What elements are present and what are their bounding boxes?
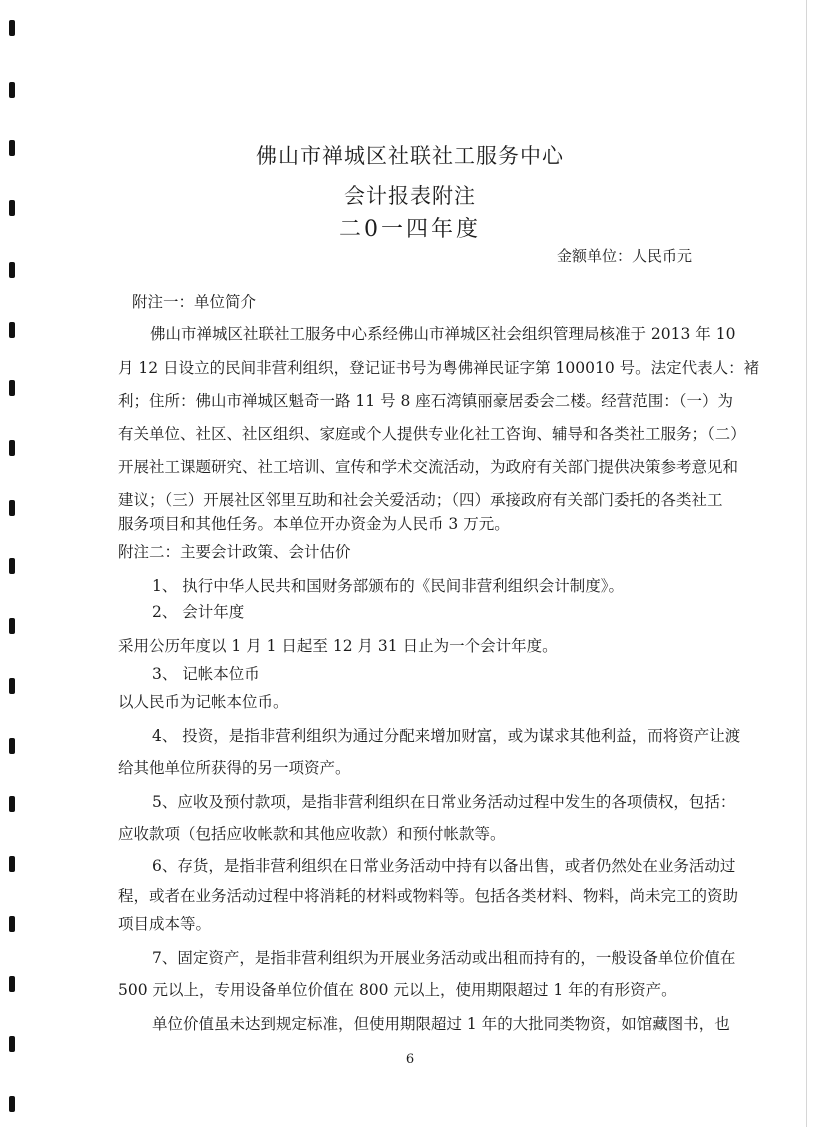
section2-heading: 附注二：主要会计政策、会计估价 bbox=[118, 543, 351, 561]
doc-title: 会计报表附注 bbox=[344, 184, 476, 208]
paragraph-line: 有关单位、社区、社区组织、家庭或个人提供专业化社工咨询、辅导和各类社工服务；（二） bbox=[118, 425, 746, 443]
paragraph-line: 开展社工课题研究、社工培训、宣传和学术交流活动，为政府有关部门提供决策参考意见和 bbox=[118, 458, 739, 476]
policy-item: 应收款项（包括应收帐款和其他应收款）和预付帐款等。 bbox=[118, 825, 506, 843]
policy-item: 5、应收及预付款项，是指非营利组织在日常业务活动过程中发生的各项债权，包括： bbox=[152, 793, 736, 811]
policy-item: 采用公历年度以 1 月 1 日起至 12 月 31 日止为一个会计年度。 bbox=[118, 637, 558, 655]
paragraph-line: 佛山市禅城区社联社工服务中心系经佛山市禅城区社会组织管理局核准于 2013 年 10 bbox=[150, 325, 736, 343]
paragraph-line: 月 12 日设立的民间非营利组织，登记证书号为粤佛禅民证字第 100010 号。法定代表人：褚 bbox=[118, 359, 760, 377]
policy-item: 项目成本等。 bbox=[118, 915, 212, 933]
paragraph-line: 建议；（三）开展社区邻里互助和社会关爱活动；（四）承接政府有关部门委托的各类社工 bbox=[118, 491, 723, 509]
policy-item: 给其他单位所获得的另一项资产。 bbox=[118, 759, 351, 777]
policy-item: 3、 记帐本位币 bbox=[152, 665, 260, 683]
policy-item: 500 元以上，专用设备单位价值在 800 元以上，使用期限超过 1 年的有形资产。 bbox=[118, 981, 677, 999]
policy-item: 单位价值虽未达到规定标准，但使用期限超过 1 年的大批同类物资，如馆藏图书，也 bbox=[152, 1015, 730, 1033]
paragraph-line: 服务项目和其他任务。本单位开办资金为人民币 3 万元。 bbox=[118, 515, 510, 533]
policy-item: 4、 投资，是指非营利组织为通过分配来增加财富，或为谋求其他利益，而将资产让渡 bbox=[152, 727, 741, 745]
page-number: 6 bbox=[405, 1052, 415, 1067]
paragraph-line: 利；住所：佛山市禅城区魁奇一路 11 号 8 座石湾镇丽豪居委会二楼。经营范围：（一）为 bbox=[118, 392, 734, 410]
org-name-title: 佛山市禅城区社联社工服务中心 bbox=[256, 144, 564, 168]
policy-item: 7、固定资产，是指非营利组织为开展业务活动或出租而持有的，一般设备单位价值在 bbox=[152, 949, 736, 967]
amount-unit: 金额单位：人民币元 bbox=[556, 247, 692, 265]
policy-item: 2、 会计年度 bbox=[152, 603, 245, 621]
policy-item: 以人民币为记帐本位币。 bbox=[118, 693, 289, 711]
year-title: 二0一四年度 bbox=[339, 217, 481, 242]
policy-item: 程，或者在业务活动过程中将消耗的材料或物料等。包括各类材料、物料，尚未完工的资助 bbox=[118, 887, 739, 905]
policy-item: 6、存货，是指非营利组织在日常业务活动中持有以备出售，或者仍然处在业务活动过 bbox=[152, 857, 736, 875]
section1-heading: 附注一：单位简介 bbox=[132, 293, 257, 311]
policy-item: 1、 执行中华人民共和国财务部颁布的《民间非营利组织会计制度》。 bbox=[152, 577, 625, 595]
